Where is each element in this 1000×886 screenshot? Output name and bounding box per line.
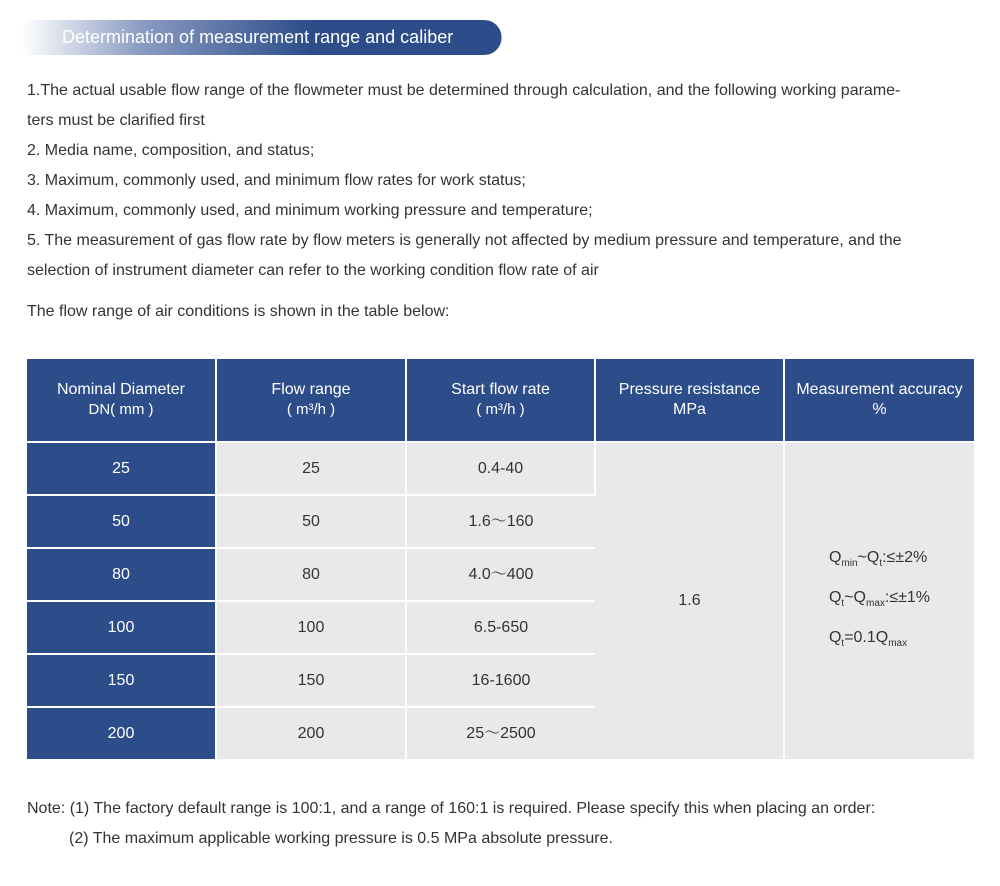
header-title: Start flow rate xyxy=(451,381,550,398)
cell-start-flow: 25～2500 xyxy=(406,707,595,759)
table-header-row xyxy=(27,359,974,442)
cell-dn: 200 xyxy=(27,707,216,759)
cell-dn: 25 xyxy=(27,442,216,495)
table-row xyxy=(27,442,974,495)
cell-dn: 100 xyxy=(27,601,216,654)
table-intro: The flow range of air conditions is shown in the table below: xyxy=(27,303,450,320)
cell-flow-range: 150 xyxy=(216,654,406,707)
header-start-flow-rate xyxy=(406,359,595,442)
header-unit: % xyxy=(872,401,887,418)
accuracy-line: $Q_t=0.1Q_{max}$ xyxy=(828,629,908,650)
accuracy-line: $Q_t\sim Q_{max}:\le\pm 1\%$ xyxy=(828,588,931,610)
cell-accuracy xyxy=(784,442,974,759)
cell-pressure: 1.6 xyxy=(595,442,784,759)
note-line-2: (2) The maximum applicable working pressure is 0.5 MPa absolute pressure. xyxy=(69,830,613,847)
cell-start-flow: 1.6～160 xyxy=(406,495,595,548)
header-title: Nominal Diameter xyxy=(56,381,186,398)
cell-flow-range: 50 xyxy=(216,495,406,548)
paragraph-line: selection of instrument diameter can refer to the working condition flow rate of air xyxy=(27,262,599,279)
paragraph-line: ters must be clarified first xyxy=(27,112,205,129)
cell-dn: 80 xyxy=(27,548,216,601)
paragraph-line: 3. Maximum, commonly used, and minimum flow rates for work status; xyxy=(27,172,526,189)
header-unit: DN( mm ) xyxy=(88,401,154,418)
cell-flow-range: 200 xyxy=(216,707,406,759)
header-unit: MPa xyxy=(673,401,706,418)
paragraph-line: 5. The measurement of gas flow rate by flow meters is generally not affected by medium pressure and temperature, and the xyxy=(27,232,902,249)
cell-dn: 50 xyxy=(27,495,216,548)
section-banner xyxy=(22,20,502,55)
cell-start-flow: 0.4-40 xyxy=(406,442,595,495)
accuracy-line: $Q_{min}\sim Q_t:\le\pm 2\%$ xyxy=(828,548,928,569)
note-line-1: Note: (1) The factory default range is 100:1, and a range of 160:1 is required. Please specify this when placing an order: xyxy=(27,800,876,817)
header-unit: ( m³/h ) xyxy=(476,401,525,418)
cell-start-flow: 4.0～400 xyxy=(406,548,595,601)
section-title: Determination of measurement range and caliber xyxy=(62,27,454,47)
header-title: Measurement accuracy xyxy=(796,381,963,398)
header-pressure-resistance xyxy=(595,359,784,442)
header-flow-range xyxy=(216,359,406,442)
cell-start-flow: 16-1600 xyxy=(406,654,595,707)
flow-range-table xyxy=(27,359,974,759)
header-title: Flow range xyxy=(271,381,351,398)
paragraph-line: 2. Media name, composition, and status; xyxy=(27,142,315,159)
cell-flow-range: 25 xyxy=(216,442,406,495)
cell-flow-range: 100 xyxy=(216,601,406,654)
cell-dn: 150 xyxy=(27,654,216,707)
paragraph-line: 4. Maximum, commonly used, and minimum working pressure and temperature; xyxy=(27,202,593,219)
accuracy-formulas xyxy=(829,541,930,662)
paragraph-line: 1.The actual usable flow range of the flowmeter must be determined through calculation, and the following working parame- xyxy=(27,82,901,99)
header-nominal-diameter xyxy=(27,359,216,442)
header-measurement-accuracy xyxy=(784,359,974,442)
cell-start-flow: 6.5-650 xyxy=(406,601,595,654)
cell-flow-range: 80 xyxy=(216,548,406,601)
header-title: Pressure resistance xyxy=(618,381,761,398)
header-unit: ( m³/h ) xyxy=(286,401,336,418)
